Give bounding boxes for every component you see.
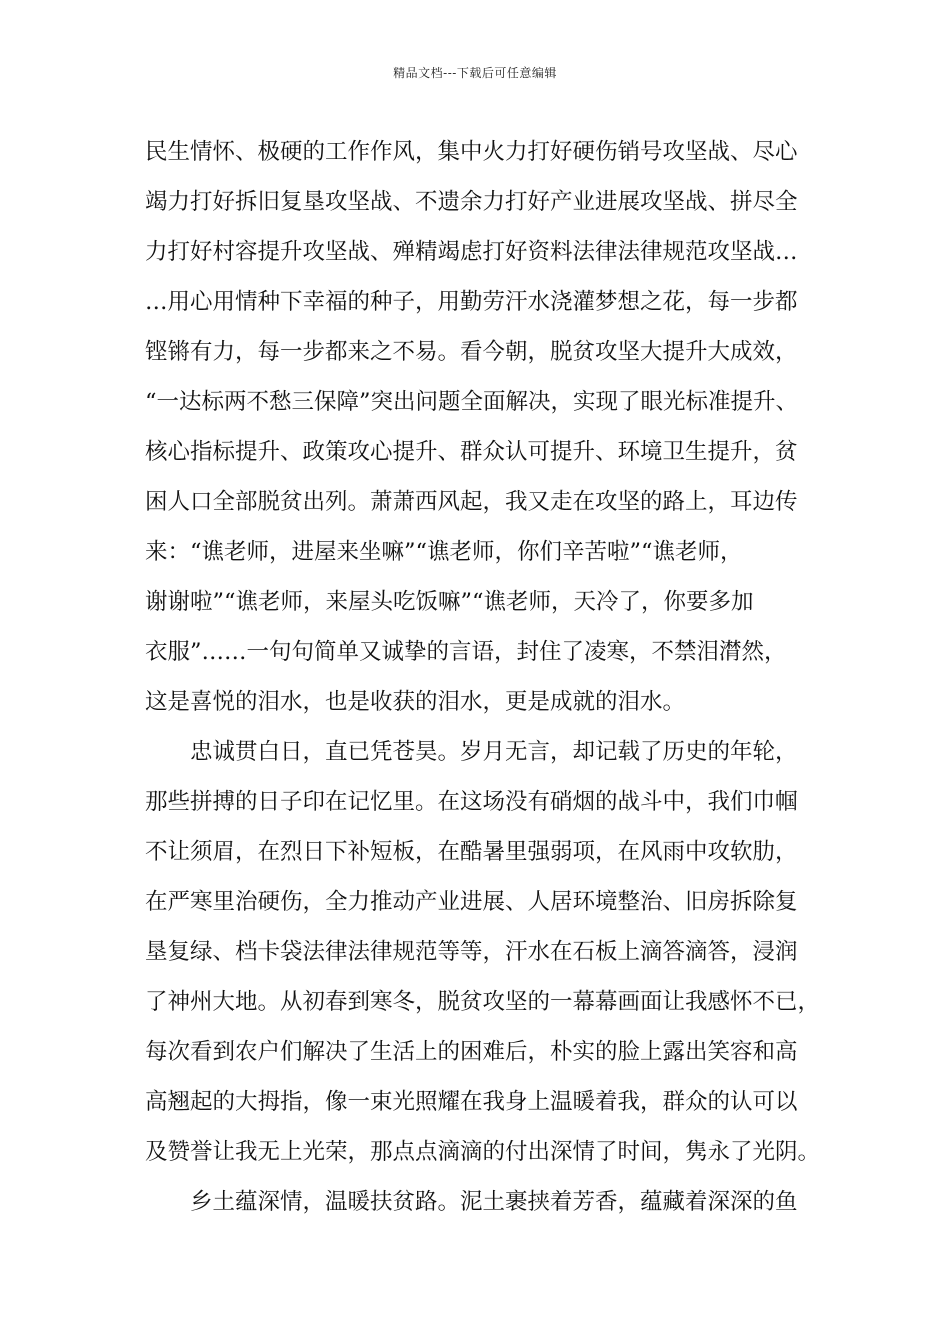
paragraph-start-line: 忠诚贯白日，直已凭苍昊。岁月无言，却记载了历史的年轮， — [190, 739, 798, 765]
text-line: 垦复绿、档卡袋法律法律规范等等，汗水在石板上滴答滴答，浸润 — [145, 939, 798, 965]
text-line: 竭力打好拆旧复垦攻坚战、不遗余力打好产业进展攻坚战、拼尽全 — [145, 189, 798, 215]
page-header: 精品文档---下载后可任意编辑 — [393, 66, 557, 80]
text-line: 这是喜悦的泪水，也是收获的泪水，更是成就的泪水。 — [145, 689, 686, 715]
text-line: 核心指标提升、政策攻心提升、群众认可提升、环境卫生提升，贫 — [145, 439, 798, 465]
text-line: 不让须眉，在烈日下补短板，在酷暑里强弱项，在风雨中攻软肋， — [145, 839, 798, 865]
text-line: 民生情怀、极硬的工作作风，集中火力打好硬伤销号攻坚战、尽心 — [145, 139, 798, 165]
text-line: 困人口全部脱贫出列。萧萧西风起，我又走在攻坚的路上，耳边传 — [145, 489, 798, 515]
text-line: 每次看到农户们解决了生活上的困难后，朴实的脸上露出笑容和高 — [145, 1039, 798, 1065]
text-line: 谢谢啦”“谯老师，来屋头吃饭嘛”“谯老师，天冷了，你要多加 — [145, 589, 754, 615]
document-body — [145, 132, 821, 1232]
paragraph-start-line: 乡土蕴深情，温暖扶贫路。泥土裹挟着芳香，蕴藏着深深的鱼 — [190, 1189, 798, 1215]
text-line: 力打好村容提升攻坚战、殚精竭虑打好资料法律法律规范攻坚战… — [145, 239, 798, 265]
text-line: 及赞誉让我无上光荣，那点点滴滴的付出深情了时间，隽永了光阴。 — [145, 1139, 821, 1165]
text-line: “一达标两不愁三保障”突出问题全面解决，实现了眼光标准提升、 — [145, 389, 799, 415]
text-line: 了神州大地。从初春到寒冬，脱贫攻坚的一幕幕画面让我感怀不已， — [145, 989, 821, 1015]
text-line: 铿锵有力，每一步都来之不易。看今朝，脱贫攻坚大提升大成效， — [145, 339, 798, 365]
text-line: …用心用情种下幸福的种子，用勤劳汗水浇灌梦想之花，每一步都 — [145, 289, 798, 315]
text-line: 衣服”……一句句简单又诚挚的言语，封住了凌寒，不禁泪潸然， — [145, 639, 787, 665]
text-line: 那些拼搏的日子印在记忆里。在这场没有硝烟的战斗中，我们巾帼 — [145, 789, 798, 815]
text-line: 来：“谯老师，进屋来坐嘛”“谯老师，你们辛苦啦”“谯老师， — [145, 539, 743, 565]
text-line: 高翘起的大拇指，像一束光照耀在我身上温暖着我，群众的认可以 — [145, 1089, 798, 1115]
text-line: 在严寒里治硬伤，全力推动产业进展、人居环境整治、旧房拆除复 — [145, 889, 798, 915]
